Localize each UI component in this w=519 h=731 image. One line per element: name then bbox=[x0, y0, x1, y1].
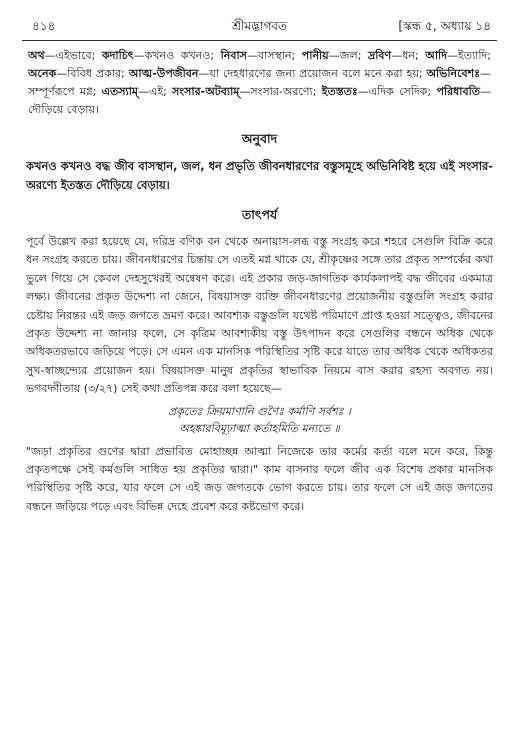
synonym-term: এতস্যাম্ bbox=[101, 85, 139, 98]
synonyms-paragraph bbox=[22, 47, 497, 119]
synonym-term: নিবাস bbox=[220, 49, 247, 62]
synonym-term: অনেক bbox=[28, 67, 57, 80]
synonym-term: ইতস্ততঃ bbox=[321, 85, 358, 98]
synonym-term: আদি bbox=[425, 49, 447, 62]
verse-line: অহঙ্কারবিমূঢ়াত্মা কর্তাহমিতি মন্যতে ॥ bbox=[179, 421, 340, 435]
synonym-term: সংসার-অটব্যাম্ bbox=[172, 85, 240, 98]
synonym-meaning: —সম্পূর্ণরূপে মগ্ন; bbox=[28, 67, 491, 98]
translation-text: কখনও কখনও বদ্ধ জীব বাসস্থান, জল, ধন প্রভৃতি জীবনধারণের বস্তুসমূহে অভিনিবিষ্ট হয়ে এই সংসার-অরণ্যে ইতস্তত দৌড়িয়ে বেড়ায়। bbox=[26, 159, 493, 192]
synonym-term: অভিনিবেশঃ bbox=[426, 67, 480, 80]
synonym-meaning: —বাসস্থান; bbox=[246, 49, 302, 62]
header-rule bbox=[22, 40, 497, 41]
synonym-term: পরিধাবতি bbox=[436, 85, 480, 98]
verse-translation-text: "জড়া প্রকৃতির গুণের দ্বারা প্রভাবিত মোহাচ্ছন্ন আত্মা নিজেকে তার কর্মের কর্তা বলে মনে করে, কিন্তু প্রকৃতপক্ষে সেই কর্মগুলি সাধিত হয় প্রকৃতির দ্বারা।" কাম বাসনার ফলে জীব এক বিশেষ প্রকার মানসিক পরিস্থিতির সৃষ্টি করে, যার ফলে সে এই জড় জগতকে ভোগ করতে চায়। তার ফলে সে এই জড় জগতের বন্ধনে জড়িয়ে পড়ে এবং বিভিন্ন দেহে প্রবেশ করে কষ্টভোগ করে। bbox=[26, 444, 493, 513]
canto-chapter: [স্কন্ধ ৫, অধ্যায় ১৪ bbox=[398, 19, 491, 33]
synonym-term: কদাচিৎ bbox=[101, 49, 134, 62]
synonym-meaning: —বিবিধ প্রকার; bbox=[56, 67, 129, 80]
synonym-meaning: —কখনও কখনও; bbox=[133, 49, 221, 62]
synonym-meaning: —সংসার-অরণ্যে; bbox=[239, 85, 322, 98]
verse-line: প্রকৃতেঃ ক্রিয়মাণানি গুণৈঃ কর্মাণি সর্বশঃ । bbox=[168, 404, 351, 418]
synonym-meaning: —ধন; bbox=[391, 49, 426, 62]
synonym-meaning: —এই; bbox=[138, 85, 173, 98]
purport-text: পূর্বে উল্লেখ করা হয়েছে যে, দরিদ্র বণিক বন থেকে অনায়াস-লব্ধ বস্তু সংগ্রহ করে শহরে সেগুলি বিক্রি করে ধন সংগ্রহ করতে চায়। জীবনধারণের চিন্তায় সে এতই মগ্ন থাকে যে, শ্রীকৃষ্ণের সঙ্গে তার প্রকৃত সম্পর্কের কথা ভুলে গিয়ে সে কেবল দেহসুখেরই অন্বেষণ করে। এই প্রকার জড়-জাগতিক কার্যকলাপই বদ্ধ জীবের একমাত্র লক্ষ্য। জীবনের প্রকৃত উদ্দেশ্য না জেনে, বিষয়াসক্ত ব্যক্তি জীবনধারণের প্রয়োজনীয় বস্তুগুলি সংগ্রহ করার চেষ্টায় নিরন্তর এই জড় জগতে ভ্রমণ করে। আবশ্যক বস্তুগুলি যথেষ্ট পরিমাণে প্রাপ্ত হওয়া সত্ত্বেও, জীবনের প্রকৃত উদ্দেশ্য না জানার ফলে, সে কৃত্রিম আবশ্যকীয় বস্তু উৎপাদন করে সেগুলির বন্ধনে অধিক থেকে অধিকতরভাবে জড়িয়ে পড়ে। সে এমন এক মানসিক পরিস্থিতির সৃষ্টি করে যাতে তার অধিক থেকে অধিকতর সুখ-স্বাচ্ছন্দ্যের প্রয়োজন হয়। বিষয়াসক্ত মানুষ প্রকৃতির স্বাভাবিক নিয়মে বাস করার রহস্য অবগত নয়। ভগবদ্গীতায় (৩/২৭) সেই কথা প্রতিপন্ন করে বলা হয়েছে— bbox=[26, 235, 493, 396]
synonym-meaning: —জল; bbox=[328, 49, 368, 62]
synonym-meaning: —এদিক সেদিক; bbox=[357, 85, 437, 98]
synonym-term: আত্ম-উপজীবন bbox=[128, 67, 199, 80]
page-number: ৪১৪ bbox=[32, 19, 56, 33]
purport-heading: তাৎপর্য bbox=[241, 207, 278, 222]
running-header bbox=[22, 14, 497, 36]
synonym-meaning: —যা দেহধারণের জন্য প্রয়োজন বলে মনে করা হয়; bbox=[198, 67, 427, 80]
synonym-term: দ্রবিণ bbox=[367, 49, 392, 62]
book-title: শ্রীমদ্ভাগবত bbox=[231, 19, 287, 33]
synonym-term: অথ bbox=[28, 49, 45, 62]
synonym-term: পানীয় bbox=[301, 49, 329, 62]
synonym-meaning: —এইভাবে; bbox=[44, 49, 102, 62]
verse-quote bbox=[22, 403, 497, 437]
synonym-meaning: —ইত্যাদি; bbox=[446, 49, 491, 62]
translation-heading: অনুবাদ bbox=[241, 131, 278, 146]
synonym-meaning: —দৌড়িয়ে বেড়ায়। bbox=[28, 85, 491, 116]
